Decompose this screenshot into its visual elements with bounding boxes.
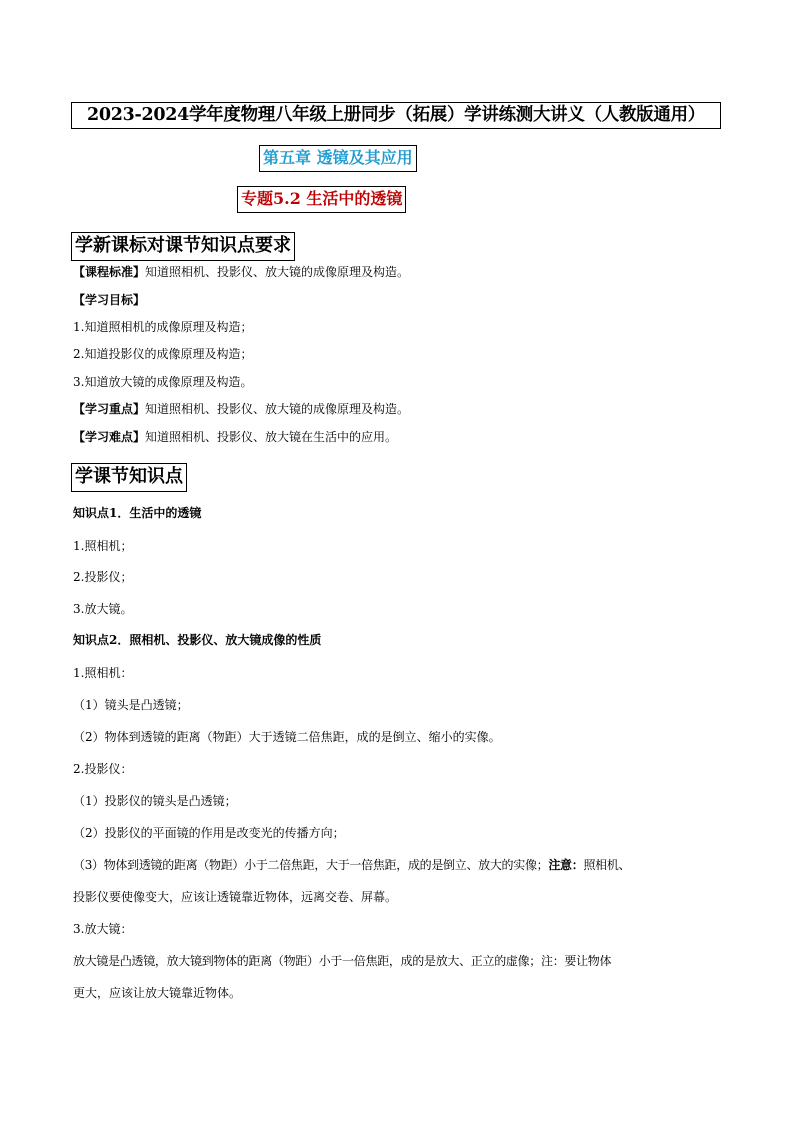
- projector-note-label: 注意：: [548, 858, 584, 872]
- projector-point-1: （1）投影仪的镜头是凸透镜；: [73, 794, 237, 808]
- section-heading-requirements: 学新课标对课节知识点要求: [71, 232, 295, 261]
- projector-note-text: 照相机、: [583, 858, 631, 872]
- knowledge-point-2-title: 知识点2．照相机、投影仪、放大镜成像的性质: [73, 633, 322, 647]
- key-points-label: 【学习重点】: [73, 402, 146, 416]
- difficult-points-label: 【学习难点】: [73, 430, 146, 444]
- projector-title: 2.投影仪：: [73, 762, 133, 776]
- knowledge-point-1-title: 知识点1．生活中的透镜: [73, 506, 202, 520]
- difficult-points-line: [73, 429, 723, 445]
- goal-item-3: 3.知道放大镜的成像原理及构造。: [73, 375, 253, 389]
- chapter-title: 第五章 透镜及其应用: [259, 145, 417, 172]
- camera-point-2: （2）物体到透镜的距离（物距）大于透镜二倍焦距，成的是倒立、缩小的实像。: [73, 730, 501, 744]
- goal-item-2: 2.知道投影仪的成像原理及构造；: [73, 347, 253, 361]
- course-standard-label: 【课程标准】: [73, 265, 146, 279]
- course-standard-line: [73, 264, 723, 280]
- projector-point-3-text: （3）物体到透镜的距离（物距）小于二倍焦距，大于一倍焦距，成的是倒立、放大的实像；: [73, 858, 549, 872]
- topic-title: 专题5.2 生活中的透镜: [237, 186, 406, 213]
- projector-point-2: （2）投影仪的平面镜的作用是改变光的传播方向；: [73, 826, 345, 840]
- key-points-text: 知道照相机、投影仪、放大镜的成像原理及构造。: [145, 402, 410, 416]
- learning-goals-label-text: 【学习目标】: [73, 293, 146, 307]
- camera-point-1: （1）镜头是凸透镜；: [73, 698, 189, 712]
- projector-point-3: [73, 857, 723, 873]
- camera-title: 1.照相机：: [73, 666, 133, 680]
- kp1-item-projector: 2.投影仪；: [73, 570, 133, 584]
- kp1-item-magnifier: 3.放大镜。: [73, 602, 133, 616]
- section-heading-knowledge-points: 学课节知识点: [71, 463, 187, 492]
- magnifier-text-1: 放大镜是凸透镜，放大镜到物体的距离（物距）小于一倍焦距，成的是放大、正立的虚像；注：要让物体: [73, 954, 612, 968]
- learning-goals-label: [73, 292, 723, 308]
- main-title: 2023-2024学年度物理八年级上册同步（拓展）学讲练测大讲义（人教版通用）: [71, 102, 721, 129]
- projector-point-3-continued: 投影仪要使像变大，应该让透镜靠近物体，远离交卷、屏幕。: [73, 890, 398, 904]
- magnifier-title: 3.放大镜：: [73, 922, 133, 936]
- difficult-points-text: 知道照相机、投影仪、放大镜在生活中的应用。: [145, 430, 398, 444]
- magnifier-text-2: 更大，应该让放大镜靠近物体。: [73, 986, 242, 1000]
- goal-item-1: 1.知道照相机的成像原理及构造；: [73, 320, 253, 334]
- kp1-item-camera: 1.照相机；: [73, 539, 133, 553]
- course-standard-text: 知道照相机、投影仪、放大镜的成像原理及构造。: [145, 265, 410, 279]
- key-points-line: [73, 401, 723, 417]
